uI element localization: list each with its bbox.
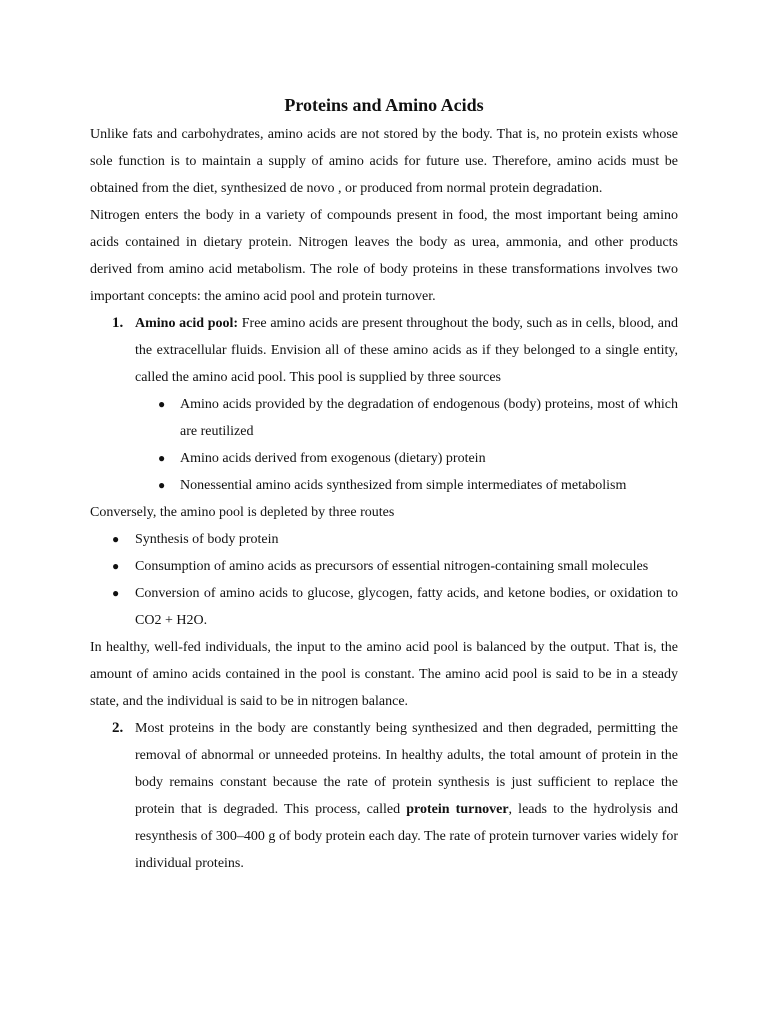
bullet-icon: ● — [158, 397, 166, 411]
bullet-icon: ● — [112, 559, 120, 573]
bullet-icon: ● — [158, 451, 166, 465]
list-item: ● Nonessential amino acids synthesized from simple intermediates of metabolism — [90, 472, 678, 499]
numbered-item-amino-acid-pool — [90, 310, 678, 391]
bold-term: protein turnover — [406, 802, 509, 817]
item-number: 2. — [112, 720, 124, 736]
balance-paragraph: In healthy, well-fed individuals, the input to the amino acid pool is balanced by the output. That is, the amount of amino acids contained in the pool is constant. The amino acid pool is said to be in a steady state, and the individual is said to be in nitrogen balance. — [90, 640, 678, 709]
list-item: ● Consumption of amino acids as precursors of essential nitrogen-containing small molecules — [90, 553, 678, 580]
intro-paragraph: Unlike fats and carbohydrates, amino acids are not stored by the body. That is, no protein exists whose sole function is to maintain a supply of amino acids for future use. Therefore, amino acids must be obtained from the diet, synthesized de novo , or produced from normal protein degradation. — [90, 127, 678, 196]
sources-list — [90, 391, 678, 499]
bullet-icon: ● — [112, 586, 120, 600]
list-item: ● Amino acids provided by the degradation of endogenous (body) proteins, most of which are reutilized — [90, 391, 678, 445]
bullet-icon: ● — [112, 532, 120, 546]
numbered-item-protein-turnover: 2. Most proteins in the body are constantly being synthesized and then degraded, permitting the removal of abnormal or unneeded proteins. In healthy adults, the total amount of protein in the body remains constant because the rate of protein synthesis is just sufficient to replace the protein that is degraded. This process, called protein turnover, leads to the hydrolysis and resynthesis of 300–400 g of body protein each day. The rate of protein turnover varies widely for individual proteins. — [90, 715, 678, 877]
list-item: ● Synthesis of body protein — [90, 526, 678, 553]
document-title: Proteins and Amino Acids — [284, 95, 484, 115]
item-number: 1. — [112, 315, 124, 331]
item-heading: Amino acid pool: — [135, 316, 239, 331]
conversely-paragraph: Conversely, the amino pool is depleted by three routes — [90, 505, 395, 520]
routes-list — [90, 526, 678, 634]
item-text: Free amino acids are present throughout the body, such as in cells, blood, and the extracellular fluids. Envision all of these amino acids as if they belonged to a single entity, called the amino acid pool. This pool is supplied by three sources — [135, 316, 678, 385]
list-item: ● Amino acids derived from exogenous (dietary) protein — [90, 445, 678, 472]
nitrogen-paragraph: Nitrogen enters the body in a variety of compounds present in food, the most important being amino acids contained in dietary protein. Nitrogen leaves the body as urea, ammonia, and other products derived from amino acid metabolism. The role of body proteins in these transformations involves two important concepts: the amino acid pool and protein turnover. — [90, 208, 678, 304]
bullet-icon: ● — [158, 478, 166, 492]
list-item: ● Conversion of amino acids to glucose, glycogen, fatty acids, and ketone bodies, or oxidation to CO2 + H2O. — [90, 580, 678, 634]
